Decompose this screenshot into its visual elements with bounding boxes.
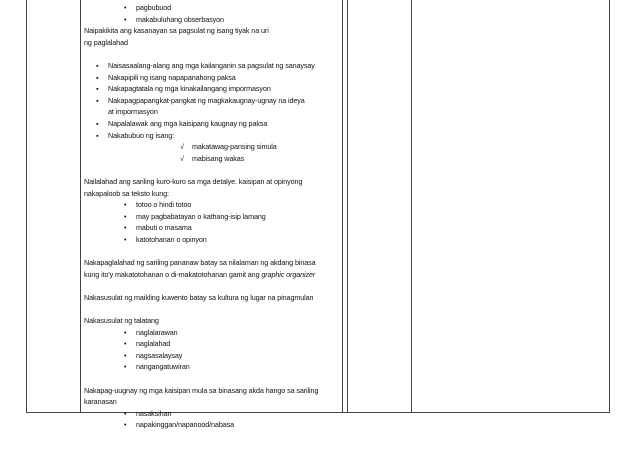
list-item: ▪ Nakapagtatala ng mga kinakailangang impormasyon [96,84,271,94]
list-item: ▪ Napalalawak ang mga kaisipang kaugnay ng paksa [96,118,268,128]
list-item: • makabuluhang obserbasyon [124,14,224,24]
paragraph: Nakapaglalahad ng sariling pananaw batay sa nilalaman ng akdang binasa [84,258,316,268]
list-item: ▪ Nakapipili ng isang napapanahong paksa [96,72,236,82]
list-item: • katotohanan o opinyon [124,234,207,244]
competencies-cell [84,0,340,431]
column-divider [80,0,81,413]
list-item: ▪ Nakabubuo ng isang: [96,130,175,140]
list-item: ▪ Nakapagpapangkat-pangkat ng magkakaugnay-ugnay na ideya [96,95,305,105]
column-divider [411,0,412,413]
paragraph: Nakasusulat ng talatang [84,316,159,326]
list-item: ▪ Naisasaalang-alang ang mga kailanganin sa pagsulat ng sanaysay [96,60,315,70]
list-item: • naglalarawan [124,327,178,337]
list-item: • nagsasalaysay [124,350,183,360]
paragraph: Nakapag-uugnay ng mga kaisipan mula sa binasang akda hango sa sariling [84,385,319,395]
list-item: • naglalahad [124,339,171,349]
list-item: • napakinggan/napanood/nabasa [124,420,235,430]
check-icon: √ [180,142,184,152]
paragraph: Naipakikita ang kasanayan sa pagsulat ng isang tiyak na uri [84,26,269,36]
list-item: • mabuti o masama [124,223,192,233]
paragraph: Nailalahad ang sariling kuro-kuro sa mga detalye. kaisipan at opinyong [84,176,303,186]
column-divider [347,0,348,413]
paragraph: ng paglalahad [84,37,128,47]
list-item: • pagbubuod [124,3,172,12]
list-item: √ mabisang wakas [180,153,245,163]
paragraph: kung ito'y makatotohanan o di-makatotohanan gamit ang graphic organizer [84,269,316,279]
list-item: √ makatawag-pansing simula [180,142,277,152]
list-item: • nasaksihan [124,408,172,418]
list-item: • nangangatuwiran [124,362,190,372]
list-item: • may pagbabatayan o kathang-isip lamang [124,211,266,221]
list-item: • totoo o hindi totoo [124,200,192,210]
check-icon: √ [180,153,184,163]
paragraph: Nakasusulat ng maikling kuwento batay sa kultura ng lugar na pinagmulan [84,292,314,302]
list-item-continuation: at impormasyon [108,107,158,117]
paragraph: karanasan [84,397,117,407]
column-divider [342,0,343,413]
paragraph: nakapaloob sa teksto kung: [84,188,169,198]
